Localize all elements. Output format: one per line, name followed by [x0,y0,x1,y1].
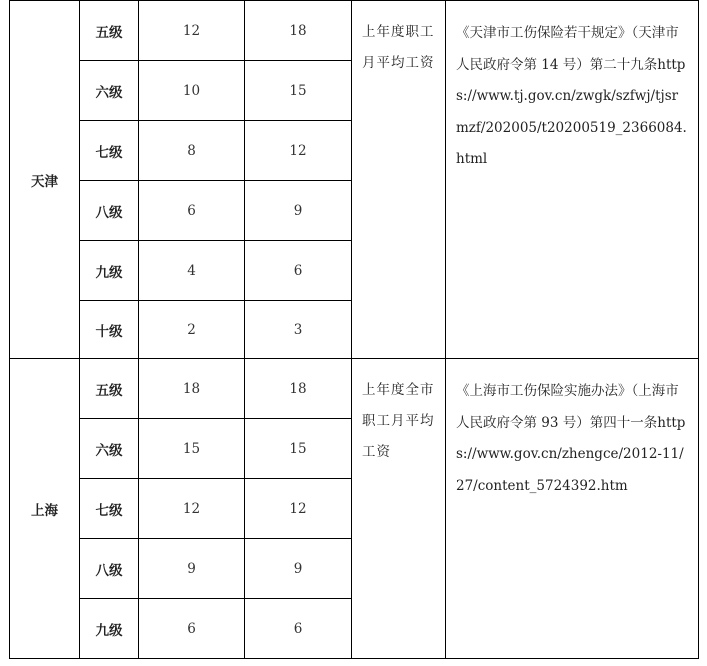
value-cell-b: 15 [245,419,352,479]
value-cell-b: 12 [245,121,352,181]
basis-cell-shanghai [352,359,446,659]
grade-cell: 八级 [80,181,139,241]
region-cell-shanghai: 上海 [10,359,80,659]
value-cell-a: 9 [139,539,245,599]
table-row [10,359,699,419]
value-cell-a: 6 [139,599,245,659]
value-cell-b: 15 [245,61,352,121]
region-cell-tianjin: 天津 [10,1,80,359]
value-cell-b: 12 [245,479,352,539]
source-text: 《天津市工伤保险若干规定》（天津市人民政府令第 14 号）第二十九条 [456,25,679,73]
value-cell-a: 8 [139,121,245,181]
grade-cell: 五级 [80,359,139,419]
value-cell-a: 18 [139,359,245,419]
basis-text: 上年度全市职工月平均工资 [362,382,435,460]
value-cell-b: 6 [245,599,352,659]
value-cell-a: 12 [139,479,245,539]
source-text: 《上海市工伤保险实施办法》（上海市人民政府令第 93 号）第四十一条 [456,383,679,431]
value-cell-b: 6 [245,241,352,301]
grade-cell: 五级 [80,1,139,61]
grade-cell: 十级 [80,301,139,359]
source-url: https://www.tj.gov.cn/zwgk/szfwj/tjsrmzf/202005/t20200519_2366084.html [456,56,687,167]
value-cell-b: 18 [245,1,352,61]
value-cell-a: 15 [139,419,245,479]
source-url: https://www.gov.cn/zhengce/2012-11/27/content_5724392.htm [456,414,686,494]
table-row [10,1,699,61]
basis-text: 上年度职工月平均工资 [362,24,435,71]
grade-cell: 九级 [80,599,139,659]
grade-cell: 八级 [80,539,139,599]
value-cell-a: 6 [139,181,245,241]
value-cell-a: 2 [139,301,245,359]
grade-cell: 七级 [80,121,139,181]
value-cell-a: 12 [139,1,245,61]
value-cell-b: 9 [245,181,352,241]
grade-cell: 九级 [80,241,139,301]
value-cell-a: 10 [139,61,245,121]
source-cell-tianjin [446,1,699,359]
value-cell-b: 3 [245,301,352,359]
value-cell-a: 4 [139,241,245,301]
compensation-table [9,0,699,659]
value-cell-b: 9 [245,539,352,599]
value-cell-b: 18 [245,359,352,419]
source-cell-shanghai [446,359,699,659]
grade-cell: 六级 [80,419,139,479]
grade-cell: 六级 [80,61,139,121]
grade-cell: 七级 [80,479,139,539]
basis-cell-tianjin [352,1,446,359]
